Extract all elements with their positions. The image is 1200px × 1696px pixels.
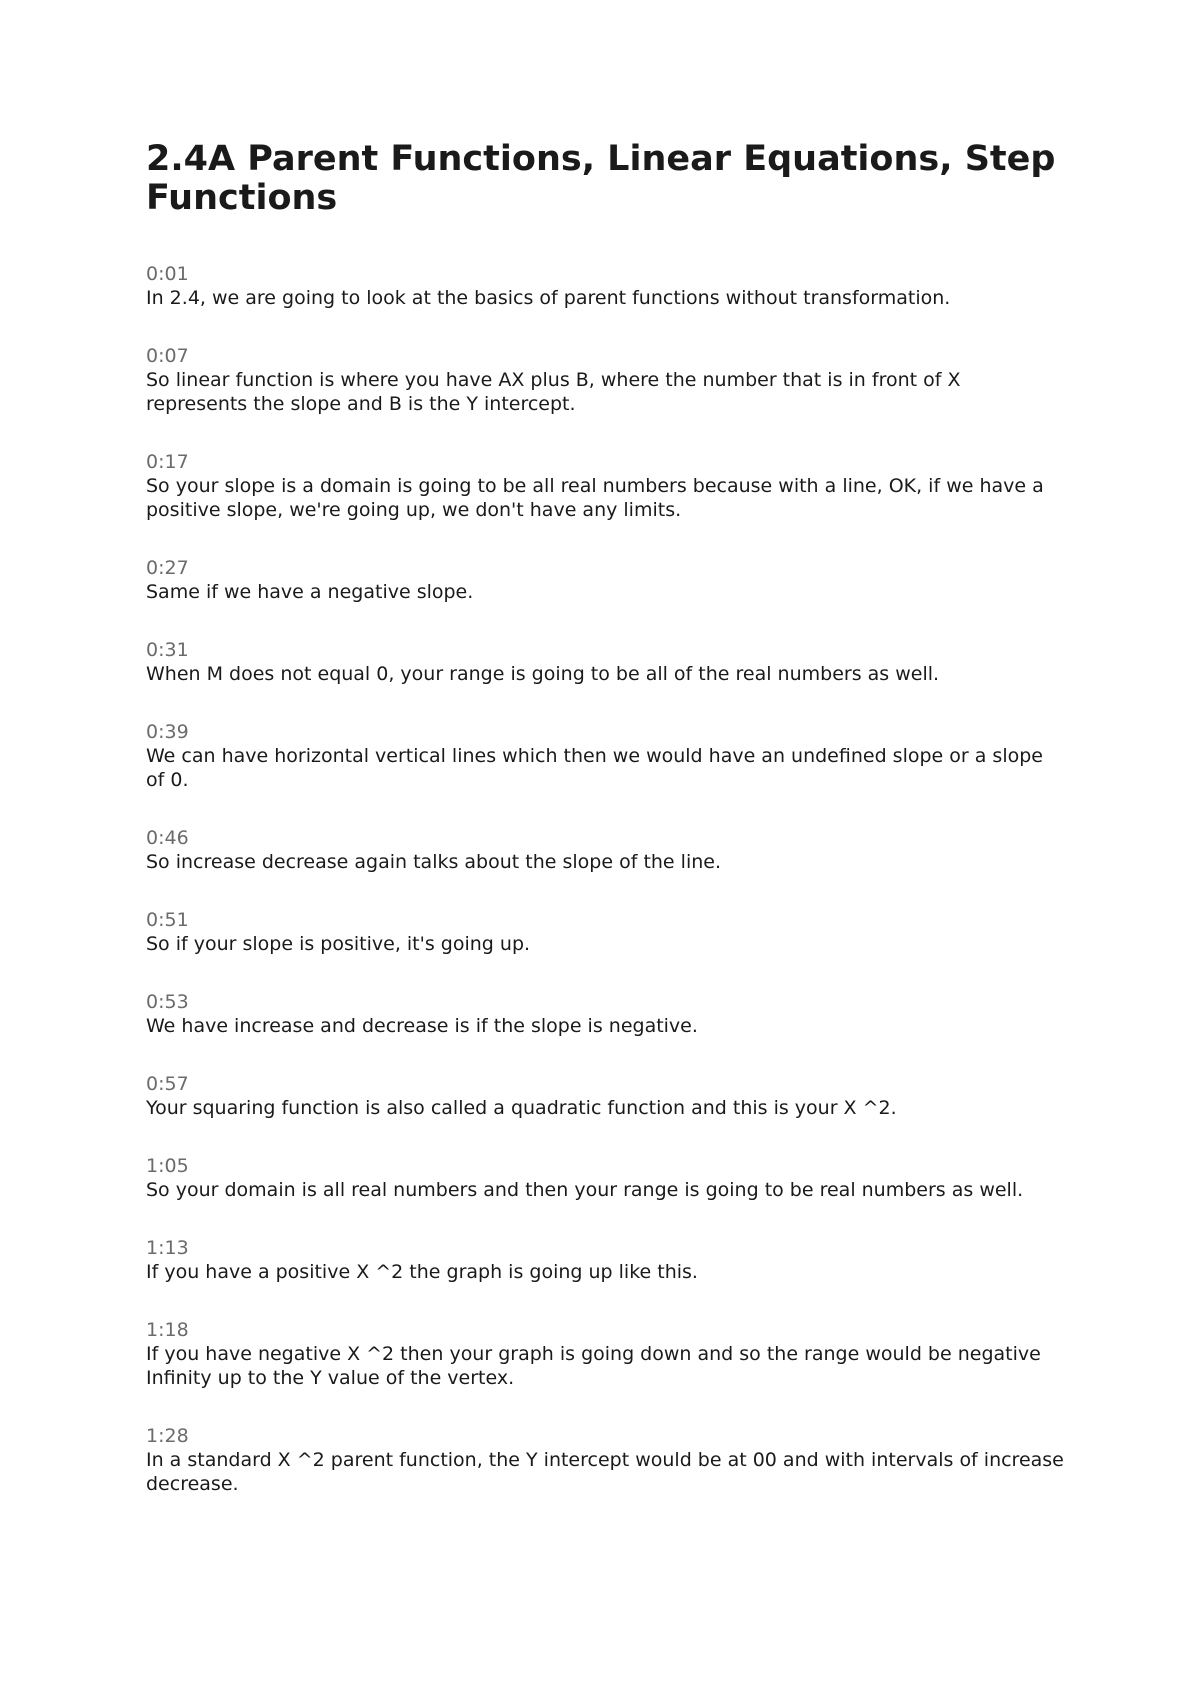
transcript-text: In a standard X ^2 parent function, the Y intercept would be at 00 and with intervals of increase decrease. xyxy=(146,1449,1064,1495)
timestamp: 1:18 xyxy=(146,1319,189,1341)
transcript-text: If you have negative X ^2 then your graph is going down and so the range would be negative Infinity up to the Y value of the vertex. xyxy=(146,1343,1041,1389)
transcript-entry xyxy=(146,1072,1066,1120)
transcript-entry xyxy=(146,638,1066,686)
transcript-entry xyxy=(146,1424,1066,1496)
timestamp: 0:51 xyxy=(146,909,189,931)
transcript-entry xyxy=(146,1318,1066,1390)
transcript-entry xyxy=(146,990,1066,1038)
transcript-entry xyxy=(146,1236,1066,1284)
transcript-entry xyxy=(146,450,1066,522)
timestamp: 0:57 xyxy=(146,1073,189,1095)
transcript-entry xyxy=(146,344,1066,416)
timestamp: 0:27 xyxy=(146,557,189,579)
document-page xyxy=(146,140,1066,1530)
transcript-text: We can have horizontal vertical lines which then we would have an undefined slope or a slope of 0. xyxy=(146,745,1043,791)
transcript-entry xyxy=(146,1154,1066,1202)
timestamp: 0:01 xyxy=(146,263,189,285)
page-title: 2.4A Parent Functions, Linear Equations, Step Functions xyxy=(146,139,1056,218)
transcript-text: So linear function is where you have AX plus B, where the number that is in front of X represents the slope and B is the Y intercept. xyxy=(146,369,961,415)
timestamp: 0:53 xyxy=(146,991,189,1013)
timestamp: 0:39 xyxy=(146,721,189,743)
transcript-text: We have increase and decrease is if the slope is negative. xyxy=(146,1015,698,1037)
timestamp: 0:31 xyxy=(146,639,189,661)
timestamp: 1:13 xyxy=(146,1237,189,1259)
transcript-entry xyxy=(146,908,1066,956)
transcript-text: If you have a positive X ^2 the graph is going up like this. xyxy=(146,1261,698,1283)
transcript-entry xyxy=(146,826,1066,874)
transcript-text: So your slope is a domain is going to be all real numbers because with a line, OK, if we have a positive slope, we're going up, we don't have any limits. xyxy=(146,475,1044,521)
transcript-entry xyxy=(146,262,1066,310)
timestamp: 1:05 xyxy=(146,1155,189,1177)
transcript-text: In 2.4, we are going to look at the basics of parent functions without transformation. xyxy=(146,287,951,309)
timestamp: 0:07 xyxy=(146,345,189,367)
timestamp: 0:46 xyxy=(146,827,189,849)
timestamp: 0:17 xyxy=(146,451,189,473)
transcript-text: Same if we have a negative slope. xyxy=(146,581,474,603)
transcript-entry xyxy=(146,720,1066,792)
timestamp: 1:28 xyxy=(146,1425,189,1447)
transcript-text: So your domain is all real numbers and then your range is going to be real numbers as well. xyxy=(146,1179,1024,1201)
transcript-text: So if your slope is positive, it's going up. xyxy=(146,933,531,955)
transcript-text: So increase decrease again talks about the slope of the line. xyxy=(146,851,721,873)
transcript-text: When M does not equal 0, your range is going to be all of the real numbers as well. xyxy=(146,663,940,685)
transcript-text: Your squaring function is also called a quadratic function and this is your X ^2. xyxy=(146,1097,897,1119)
transcript-entry xyxy=(146,556,1066,604)
